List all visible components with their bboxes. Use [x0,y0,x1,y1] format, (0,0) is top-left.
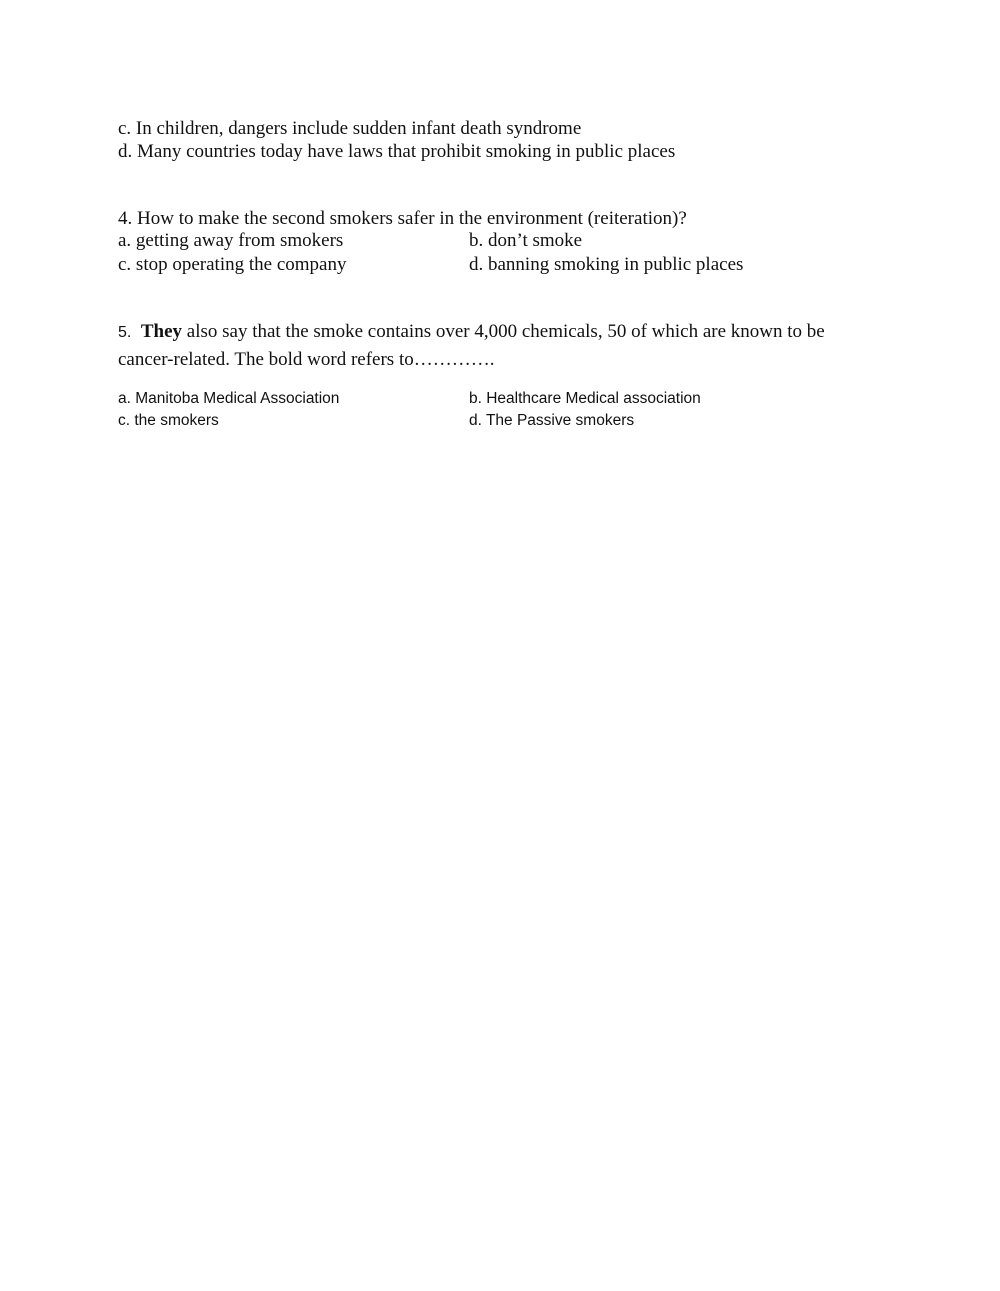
question-4-option-a: a. getting away from smokers [118,230,344,251]
question-5-option-a: a. Manitoba Medical Association [118,390,340,407]
question-5-body: also say that the smoke contains over 4,000 chemicals, 50 of which are known to be cancer-related. The bold word refers to…………. [118,321,825,370]
question-4-option-b: b. don’t smoke [469,230,583,251]
question-5-option-b: b. Healthcare Medical association [469,390,701,407]
question-4-text: 4. How to make the second smokers safer in the environment (reiteration)? [118,208,687,229]
question-5-bold-word: They [140,321,183,342]
prev-option-d: d. Many countries today have laws that prohibit smoking in public places [118,141,676,162]
question-4-option-d: d. banning smoking in public places [469,254,744,275]
prev-option-c: c. In children, dangers include sudden infant death syndrome [118,118,582,139]
question-5-option-c: c. the smokers [118,412,219,429]
question-5-option-d: d. The Passive smokers [469,412,635,429]
question-5-text [118,318,858,373]
question-5-number: 5. [118,324,132,341]
question-4-option-c: c. stop operating the company [118,254,347,275]
